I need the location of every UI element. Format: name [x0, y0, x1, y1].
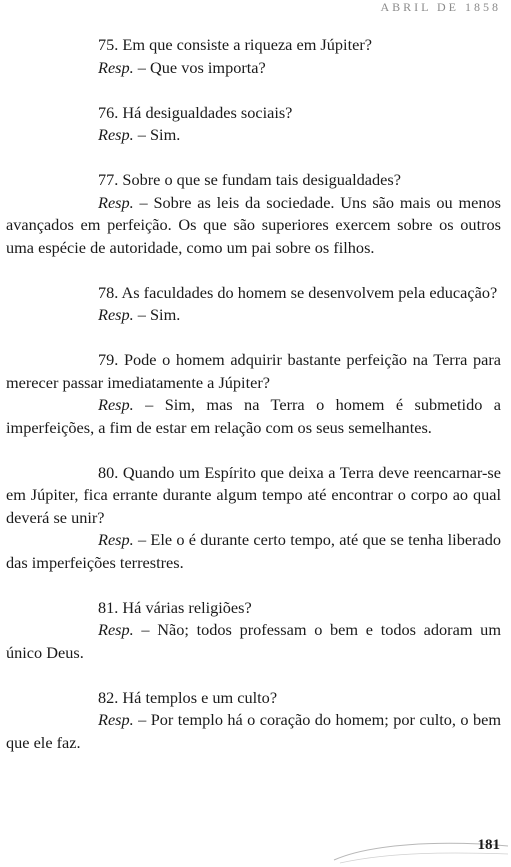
qa-block: [6, 169, 501, 259]
question: 81. Há várias religiões?: [98, 597, 252, 617]
resp-label: Resp.: [98, 395, 134, 414]
question: 76. Há desigualdades sociais?: [98, 102, 293, 122]
resp-label: Resp.: [98, 620, 134, 639]
qa-block: [6, 349, 501, 439]
answer: [6, 394, 501, 439]
answer-text: – Por templo há o coração do homem; por culto, o bem que ele faz.: [6, 710, 501, 752]
answer: [6, 619, 501, 664]
answer: [6, 57, 501, 80]
answer-text: – Sobre as leis da sociedade. Uns são mais ou menos avançados em perfeição. Os que são superiores exercem sobre os outros uma espécie de autoridade, como um pai sobre os filhos.: [6, 192, 501, 257]
resp-label: Resp.: [98, 192, 134, 212]
answer: [6, 529, 501, 574]
page-text: [6, 34, 501, 777]
resp-label: Resp.: [98, 57, 134, 77]
answer-text: – Sim.: [133, 125, 181, 144]
resp-label: Resp.: [98, 530, 134, 549]
answer: [6, 709, 501, 754]
qa-block: [6, 687, 501, 755]
answer-text: – Sim, mas na Terra o homem é submetido a imperfeições, a fim de estar em relação com os seus semelhantes.: [6, 395, 501, 437]
qa-block: [6, 102, 501, 147]
qa-block: [6, 34, 501, 79]
resp-label: Resp.: [98, 125, 134, 144]
question: 82. Há templos e um culto?: [98, 687, 278, 707]
answer-text: – Ele o é durante certo tempo, até que se tenha liberado das imperfeições terrestres.: [6, 530, 501, 572]
question: 75. Em que consiste a riqueza em Júpiter?: [98, 35, 372, 54]
answer-text: – Sim.: [133, 305, 181, 324]
question: 79. Pode o homem adquirir bastante perfeição na Terra para merecer passar imediatamente a Júpiter?: [6, 350, 501, 392]
qa-block: [6, 282, 501, 327]
answer-text: – Não; todos professam o bem e todos adoram um único Deus.: [6, 620, 501, 662]
resp-label: Resp.: [98, 710, 134, 729]
question: 80. Quando um Espírito que deixa a Terra deve reencarnar-se em Júpiter, fica errante durante algum tempo até encontrar o corpo ao qual deverá se unir?: [6, 462, 501, 527]
answer: [6, 304, 501, 327]
running-header: ABRIL DE 1858: [380, 0, 501, 14]
qa-block: [6, 597, 501, 665]
question: 78. As faculdades do homem se desenvolvem pela educação?: [98, 282, 498, 302]
resp-label: Resp.: [98, 305, 134, 324]
question: 77. Sobre o que se fundam tais desigualdades?: [98, 170, 401, 189]
qa-block: [6, 462, 501, 575]
answer: [6, 124, 501, 147]
answer: [6, 192, 501, 260]
answer-text: – Que vos importa?: [133, 57, 266, 77]
page-number: 181: [477, 837, 500, 853]
